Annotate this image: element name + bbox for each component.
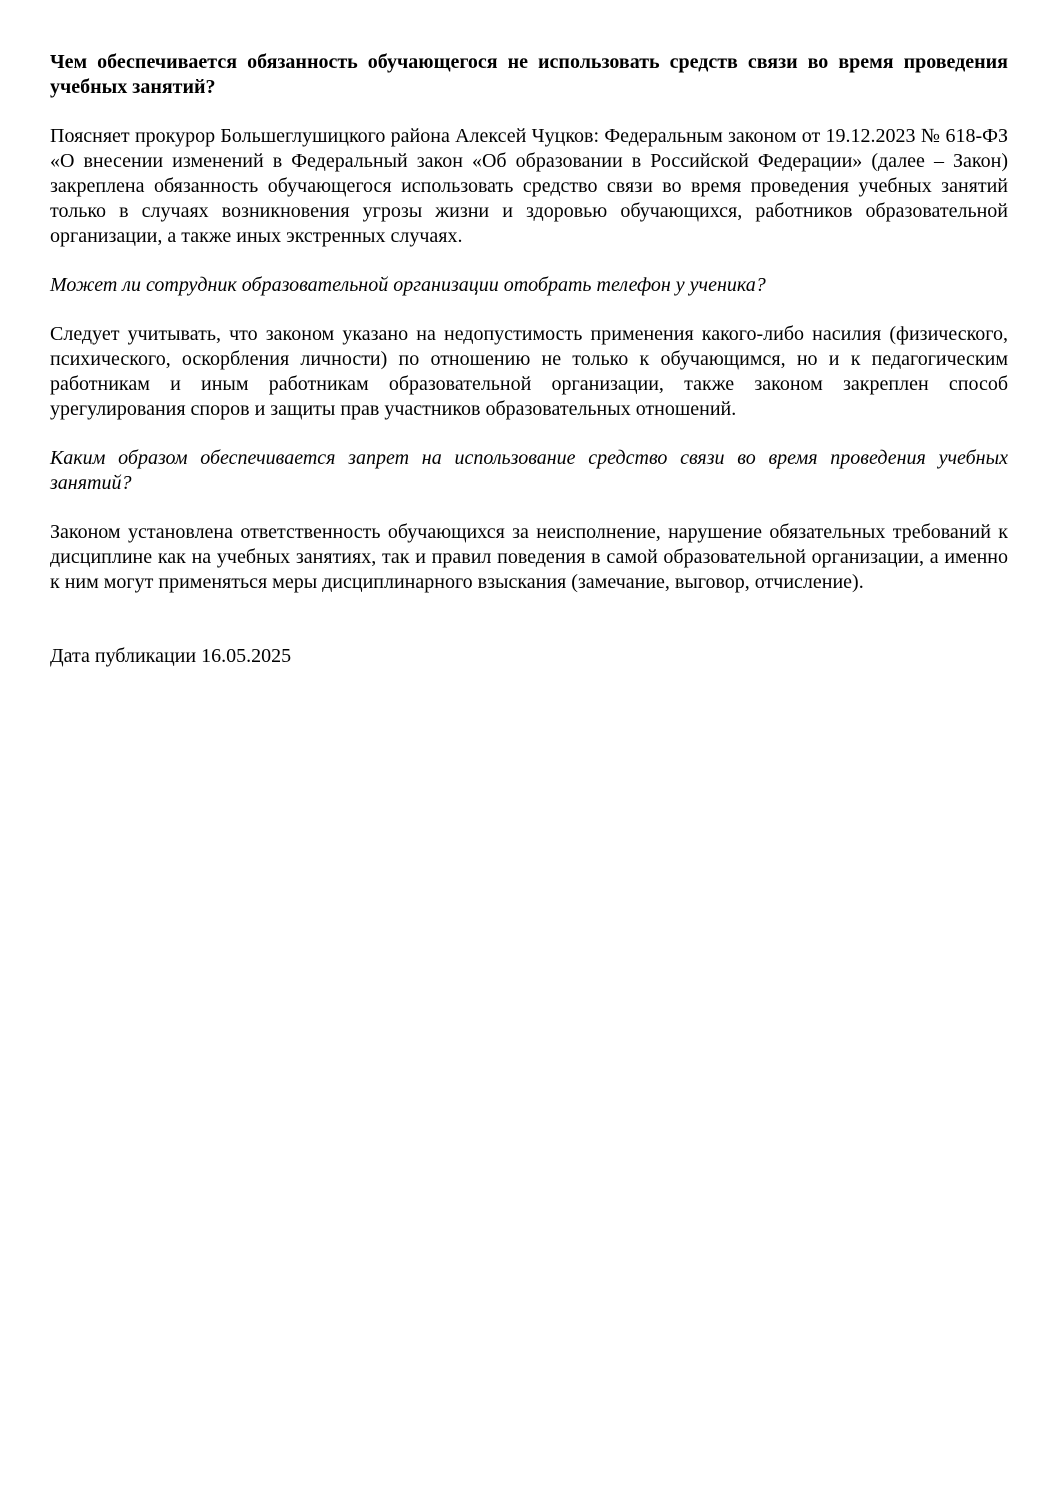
paragraph-violence-inadmissibility: Следует учитывать, что законом указано на недопустимость применения какого-либо насилия (физического, психического, оскорбления личности) по отношению не только к обучающимся, но и к педагогическим работникам и иным работникам образовательной организации, также законом закреплен способ урегулирования споров и защиты прав участников образовательных отношений. [50,323,1008,420]
question-ban-enforcement: Каким образом обеспечивается запрет на использование средство связи во время проведения учебных занятий? [50,447,1008,494]
publication-date: Дата публикации 16.05.2025 [50,645,292,667]
document-page [50,50,1008,693]
question-phone-confiscation: Может ли сотрудник образовательной организации отобрать телефон у ученика? [50,274,766,296]
paragraph-prosecutor-explanation: Поясняет прокурор Большеглушицкого района Алексей Чуцков: Федеральным законом от 19.12.2023 № 618-ФЗ «О внесении изменений в Федеральный закон «Об образовании в Российской Федерации» (далее – Закон) закреплена обязанность обучающегося использовать средство связи во время проведения учебных занятий только в случаях возникновения угрозы жизни и здоровью обучающихся, работников образовательной организации, а также иных экстренных случаях. [50,125,1008,247]
document-heading: Чем обеспечивается обязанность обучающегося не использовать средств связи во время проведения учебных занятий? [50,51,1008,98]
paragraph-disciplinary-measures: Законом установлена ответственность обучающихся за неисполнение, нарушение обязательных требований к дисциплине как на учебных занятиях, так и правил поведения в самой образовательной организации, а именно к ним могут применяться меры дисциплинарного взыскания (замечание, выговор, отчисление). [50,521,1008,593]
